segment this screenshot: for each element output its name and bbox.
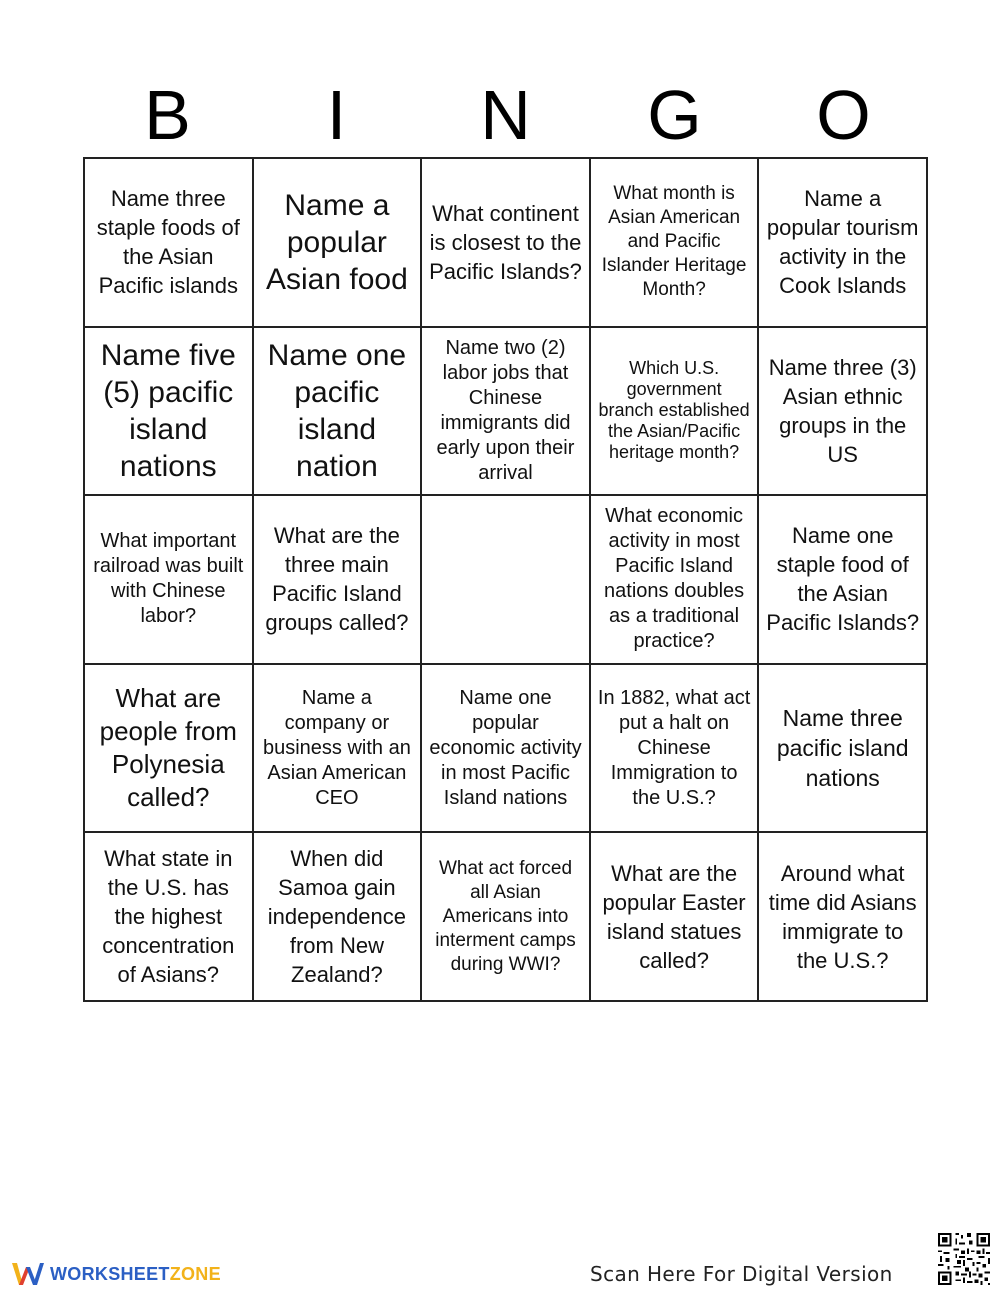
bingo-cell-text: What important railroad was built with Chinese labor?	[93, 530, 244, 628]
bingo-cell	[591, 159, 760, 328]
bingo-cell	[85, 665, 254, 834]
bingo-cell-text: What are the three main Pacific Island groups called?	[265, 523, 409, 636]
bingo-cell-text: What act forced all Asian Americans into interment camps during WWI?	[435, 857, 576, 975]
title-letter-g: G	[647, 76, 702, 154]
bingo-cell-text: What state in the U.S. has the highest concentration of Asians?	[102, 846, 235, 988]
bingo-cell-text: What are the popular Easter island statues called?	[602, 860, 746, 973]
bingo-cell	[759, 665, 928, 834]
bingo-board	[83, 157, 928, 1002]
bingo-cell-text: When did Samoa gain independence from New Zealand?	[267, 846, 407, 988]
bingo-cell-text: Name five (5) pacific island nations	[100, 338, 236, 483]
bingo-cell	[254, 665, 423, 834]
bingo-cell	[422, 159, 591, 328]
bingo-cell-text: Name one pacific island nation	[267, 338, 407, 483]
bingo-cell-text: Name a popular tourism activity in the Cook Islands	[766, 186, 919, 299]
bingo-cell	[85, 159, 254, 328]
bingo-cell-text: What month is Asian American and Pacific Islander Heritage Month?	[601, 183, 747, 301]
bingo-title	[83, 75, 928, 155]
bingo-cell-text: Which U.S. government branch established the Asian/Pacific heritage month?	[598, 358, 750, 463]
bingo-cell-text: What economic activity in most Pacific Island nations doubles as a traditional practice?	[604, 505, 745, 653]
bingo-cell-text: Name three staple foods of the Asian Pacific islands	[96, 186, 240, 299]
bingo-cell	[759, 328, 928, 497]
bingo-cell	[85, 328, 254, 497]
bingo-cell	[85, 496, 254, 665]
bingo-cell-text: Name a popular Asian food	[266, 188, 408, 296]
title-letter-n: N	[480, 76, 531, 154]
logo-text-worksheet: WORKSHEET	[50, 1263, 170, 1284]
bingo-cell-text: Name two (2) labor jobs that Chinese immigrants did early upon their arrival	[436, 336, 575, 484]
bingo-cell	[422, 833, 591, 1002]
bingo-cell	[759, 159, 928, 328]
bingo-cell-text: Name three (3) Asian ethnic groups in the US	[768, 354, 917, 467]
bingo-cell	[591, 833, 760, 1002]
bingo-cell	[254, 159, 423, 328]
bingo-cell-text: Around what time did Asians immigrate to the U.S.?	[768, 860, 917, 973]
bingo-cell	[759, 833, 928, 1002]
bingo-cell	[254, 833, 423, 1002]
bingo-cell	[591, 496, 760, 665]
bingo-cell-text: Name one popular economic activity in most Pacific Island nations	[429, 686, 582, 809]
bingo-cell	[591, 328, 760, 497]
bingo-cell-text: What continent is closest to the Pacific Islands?	[429, 200, 582, 284]
bingo-cell-text: What are people from Polynesia called?	[99, 683, 237, 813]
bingo-cell	[254, 496, 423, 665]
bingo-cell	[85, 833, 254, 1002]
logo-text	[50, 1264, 221, 1285]
scan-label: Scan Here For Digital Version	[590, 1262, 893, 1286]
free-space-cell	[422, 496, 591, 665]
qr-code-icon[interactable]	[936, 1231, 992, 1287]
bingo-cell-text: Name one staple food of the Asian Pacific Islands?	[766, 523, 920, 636]
bingo-cell-text: Name three pacific island nations	[776, 705, 909, 792]
title-letter-b: B	[144, 76, 191, 154]
bingo-cell	[422, 328, 591, 497]
logo-w-icon	[10, 1259, 44, 1289]
worksheetzone-logo	[10, 1256, 221, 1292]
logo-text-zone: ZONE	[169, 1263, 221, 1284]
bingo-cell	[759, 496, 928, 665]
title-letter-i: I	[326, 76, 347, 154]
bingo-cell	[422, 665, 591, 834]
bingo-cell-text: Name a company or business with an Asian American CEO	[262, 686, 411, 809]
bingo-cell-text: In 1882, what act put a halt on Chinese Immigration to the U.S.?	[597, 686, 751, 809]
bingo-cell	[254, 328, 423, 497]
bingo-cell	[591, 665, 760, 834]
title-letter-o: O	[816, 76, 871, 154]
